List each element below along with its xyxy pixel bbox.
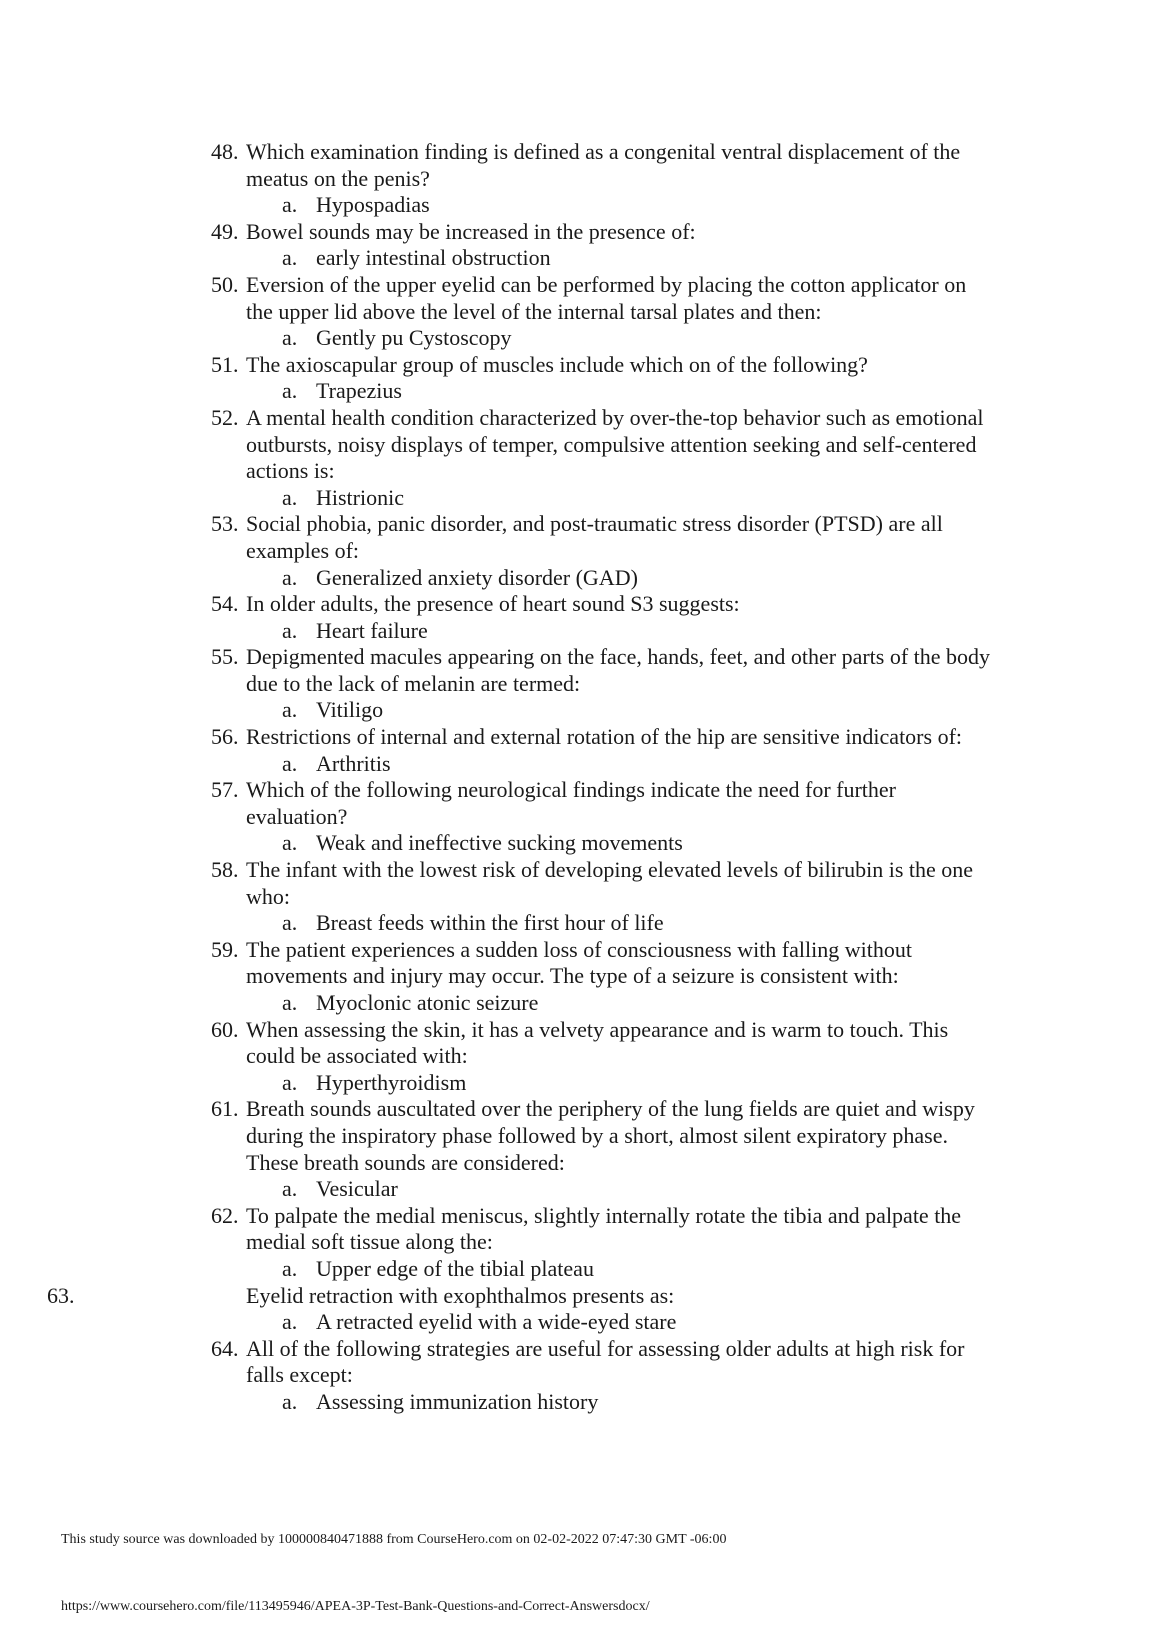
answer-option — [282, 1069, 1157, 1097]
answer-text: Arthritis — [316, 750, 391, 776]
answer-option — [282, 697, 1157, 724]
answer-option — [282, 910, 1157, 937]
question-text: Depigmented macules appearing on the face, hands, feet, and other parts of the body due to the lack of melanin are termed: — [246, 644, 991, 696]
question-number: 59. — [211, 936, 239, 962]
question-item — [0, 1096, 1157, 1202]
answer-letter: a. — [282, 1255, 298, 1281]
question-number: 57. — [211, 777, 239, 803]
question-number: 58. — [211, 857, 239, 883]
question-text: All of the following strategies are useful for assessing older adults at high risk for falls except: — [246, 1335, 965, 1388]
question-item — [0, 1283, 1157, 1336]
answer-text: Myoclonic atonic seizure — [316, 990, 539, 1015]
answer-option — [282, 192, 1157, 219]
answer-option — [282, 750, 1157, 778]
answer-option — [282, 325, 1157, 352]
answer-text: Heart failure — [316, 617, 428, 643]
question-number: 63. — [47, 1282, 75, 1308]
question-item — [0, 1203, 1157, 1283]
answer-letter: a. — [282, 990, 298, 1015]
answer-text: Trapezius — [316, 378, 402, 404]
question-text: When assessing the skin, it has a velvety appearance and is warm to touch. This could be associated with: — [246, 1016, 949, 1069]
question-item — [0, 857, 1157, 937]
answer-letter: a. — [282, 617, 298, 643]
answer-letter: a. — [282, 325, 298, 351]
question-number: 48. — [211, 139, 239, 164]
question-number: 62. — [211, 1202, 239, 1228]
question-text: The axioscapular group of muscles include which on of the following? — [246, 351, 868, 377]
question-item — [0, 777, 1157, 857]
question-item — [0, 272, 1157, 352]
answer-text: early intestinal obstruction — [316, 245, 551, 271]
answer-letter: a. — [282, 245, 298, 271]
question-text: A mental health condition characterized by over-the-top behavior such as emotional outbursts, noisy displays of temper, compulsive attention seeking and self-centered actions is: — [246, 404, 984, 484]
answer-option — [282, 990, 1157, 1017]
answer-text: Weak and ineffective sucking movements — [316, 830, 683, 856]
question-text: The infant with the lowest risk of developing elevated levels of bilirubin is the one who: — [246, 857, 974, 909]
question-item — [0, 724, 1157, 777]
question-item — [0, 591, 1157, 644]
answer-option — [282, 1309, 1157, 1336]
question-number: 60. — [211, 1016, 239, 1042]
answer-letter: a. — [282, 830, 298, 856]
answer-letter: a. — [282, 1309, 298, 1335]
question-item — [0, 219, 1157, 272]
answer-option — [282, 1255, 1157, 1283]
question-number: 56. — [211, 724, 239, 750]
footer-source-note: This study source was downloaded by 100000840471888 from CourseHero.com on 02-02-2022 07:47:30 GMT -06:00 — [61, 1532, 727, 1547]
answer-option — [282, 378, 1157, 405]
answer-letter: a. — [282, 910, 298, 936]
answer-option — [282, 245, 1157, 272]
answer-letter: a. — [282, 564, 298, 590]
answer-text: Hypospadias — [316, 192, 430, 218]
footer-url[interactable]: https://www.coursehero.com/file/113495946/APEA-3P-Test-Bank-Questions-and-Correct-Answersdocx/ — [61, 1599, 650, 1614]
answer-letter: a. — [282, 697, 298, 723]
answer-option — [282, 617, 1157, 645]
question-text: Which examination finding is defined as a congenital ventral displacement of the meatus on the penis? — [246, 139, 961, 191]
question-text: Social phobia, panic disorder, and post-traumatic stress disorder (PTSD) are all examples of: — [246, 511, 943, 563]
answer-option — [282, 1176, 1157, 1203]
answer-text: Vesicular — [316, 1176, 398, 1202]
question-number: 54. — [211, 591, 239, 617]
answer-text: Generalized anxiety disorder (GAD) — [316, 564, 638, 590]
question-item — [0, 139, 1157, 219]
question-text: Bowel sounds may be increased in the presence of: — [246, 218, 696, 244]
answer-text: Gently pu Cystoscopy — [316, 325, 512, 351]
answer-text: Hyperthyroidism — [316, 1069, 467, 1095]
question-list — [0, 139, 1157, 1416]
question-text: Breath sounds auscultated over the periphery of the lung fields are quiet and wispy during the inspiratory phase followed by a short, almost silent expiratory phase. These breath sounds are considered: — [246, 1096, 975, 1175]
question-number: 51. — [211, 351, 239, 377]
answer-option — [282, 484, 1157, 512]
question-item — [0, 405, 1157, 511]
question-number: 49. — [211, 218, 239, 244]
question-text: The patient experiences a sudden loss of consciousness with falling without movements and injury may occur. The type of a seizure is consistent with: — [246, 936, 912, 989]
question-number: 53. — [211, 511, 239, 537]
question-item — [0, 1336, 1157, 1416]
answer-option — [282, 830, 1157, 857]
question-number: 55. — [211, 644, 239, 670]
question-text: Eyelid retraction with exophthalmos presents as: — [246, 1282, 675, 1308]
answer-text: A retracted eyelid with a wide-eyed stare — [316, 1309, 677, 1335]
question-number: 50. — [211, 271, 239, 297]
answer-letter: a. — [282, 1176, 298, 1202]
answer-text: Breast feeds within the first hour of life — [316, 910, 664, 936]
answer-letter: a. — [282, 1069, 298, 1095]
question-text: Which of the following neurological findings indicate the need for further evaluation? — [246, 777, 897, 829]
answer-letter: a. — [282, 484, 298, 510]
answer-text: Upper edge of the tibial plateau — [316, 1255, 594, 1281]
question-text: To palpate the medial meniscus, slightly internally rotate the tibia and palpate the medial soft tissue along the: — [246, 1202, 962, 1255]
question-item — [0, 937, 1157, 1017]
question-number: 52. — [211, 404, 239, 430]
question-number: 61. — [211, 1096, 239, 1122]
answer-letter: a. — [282, 750, 298, 776]
answer-text: Vitiligo — [316, 697, 384, 723]
question-item — [0, 352, 1157, 405]
answer-letter: a. — [282, 378, 298, 404]
question-number: 64. — [211, 1335, 239, 1361]
answer-text: Histrionic — [316, 484, 404, 510]
answer-letter: a. — [282, 1388, 298, 1414]
answer-option — [282, 564, 1157, 592]
question-item — [0, 1017, 1157, 1097]
answer-text: Assessing immunization history — [316, 1388, 599, 1414]
question-item — [0, 511, 1157, 591]
answer-letter: a. — [282, 192, 298, 218]
question-text: Eversion of the upper eyelid can be performed by placing the cotton applicator on the upper lid above the level of the internal tarsal plates and then: — [246, 271, 967, 324]
question-text: Restrictions of internal and external rotation of the hip are sensitive indicators of: — [246, 724, 963, 750]
question-item — [0, 644, 1157, 724]
question-text: In older adults, the presence of heart sound S3 suggests: — [246, 591, 740, 617]
answer-option — [282, 1388, 1157, 1416]
